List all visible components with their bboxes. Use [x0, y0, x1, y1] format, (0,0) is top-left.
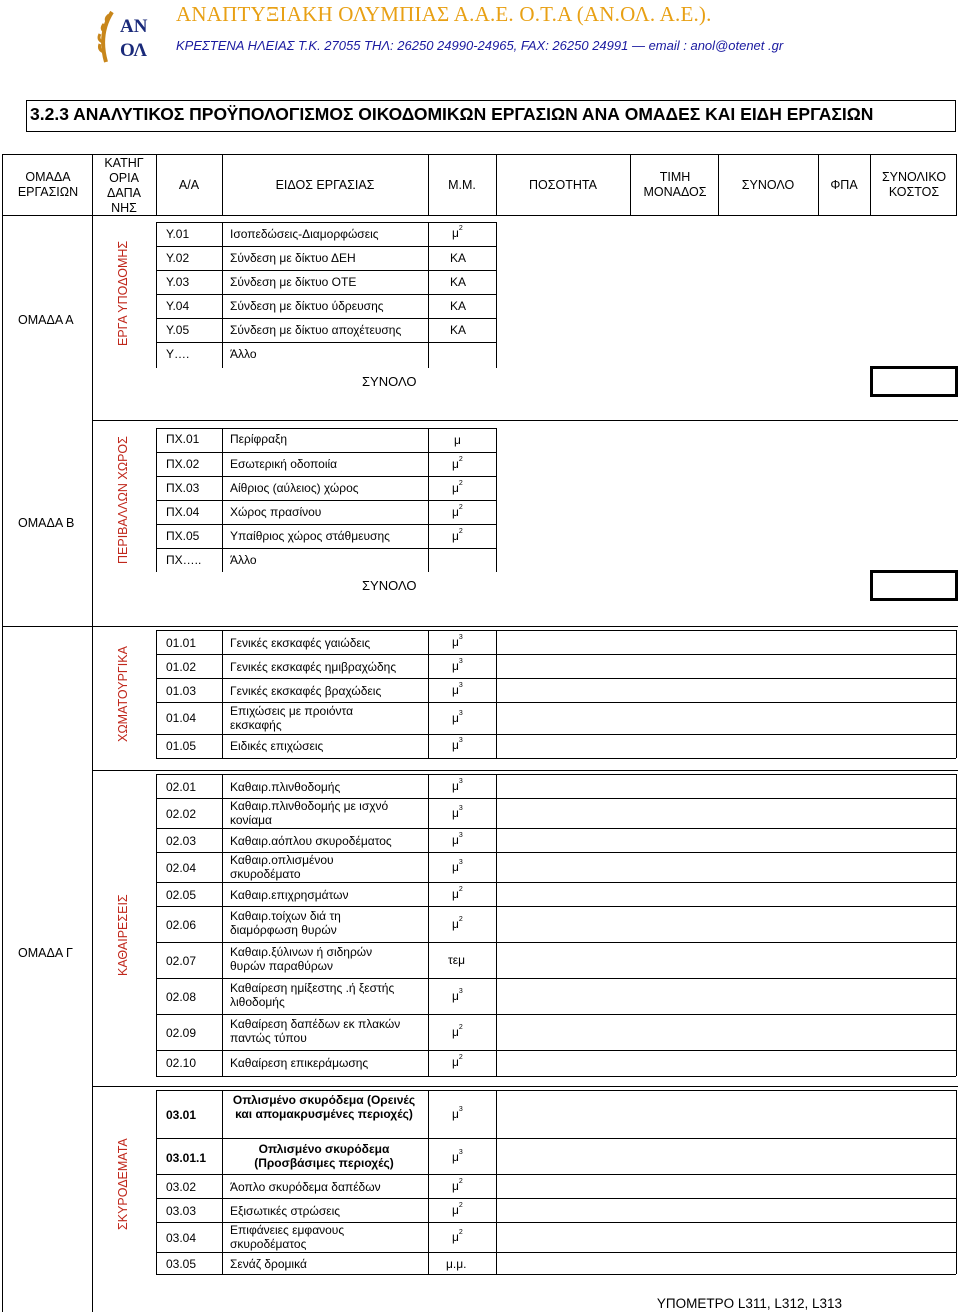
row-code: 03.05 [166, 1257, 197, 1271]
group-b-category: ΠΕΡΙΒΑΛΛΩΝ ΧΩΡΟΣ [116, 436, 130, 564]
row-unit: ΚΑ [450, 251, 467, 265]
row-unit: $\mu^3$ [452, 1149, 463, 1164]
earthworks-category: ΧΩΜΑΤΟΥΡΓΙΚΑ [116, 646, 130, 742]
row-description: Σύνδεση με δίκτυο ΔΕΗ [230, 251, 356, 265]
row-description: Αίθριος (αύλειος) χώρος [230, 481, 359, 495]
group-b-total-box [870, 570, 958, 601]
row-description: Καθαιρ.ξύλινων ή σιδηρών θυρών παραθύρων [230, 945, 373, 973]
row-description: Ισοπεδώσεις-Διαμορφώσεις [230, 227, 379, 241]
row-description: Άοπλο σκυρόδεμα δαπέδων [230, 1180, 381, 1194]
row-code: Υ.05 [166, 323, 190, 337]
row-code: 01.03 [166, 684, 197, 698]
row-unit: μ [454, 433, 461, 447]
row-unit: $\mu^2$ [452, 480, 463, 495]
row-unit: ΚΑ [450, 299, 467, 313]
row-description: Σενάζ δρομικά [230, 1257, 307, 1271]
col-header-group: ΟΜΑΔΑ ΕΡΓΑΣΙΩΝ [17, 170, 79, 199]
row-description: Καθαίρεση ημίξεστης .ή ξεστής λιθοδομής [230, 981, 395, 1009]
row-code: 01.04 [166, 711, 197, 725]
row-unit: $\mu^3$ [452, 988, 463, 1003]
row-code: 03.03 [166, 1204, 197, 1218]
row-description: Καθαιρ.πλινθοδομής με ισχνό κονίαμα [230, 799, 389, 827]
row-unit: $\mu^2$ [452, 528, 463, 543]
row-description: Επιφάνειες εμφανους σκυροδέματος [230, 1223, 345, 1251]
row-code: 02.04 [166, 861, 197, 875]
row-code: 02.06 [166, 918, 197, 932]
row-code: 01.01 [166, 636, 197, 650]
row-unit: $\mu^3$ [452, 658, 463, 673]
row-description: Καθαιρ.τοίχων διά τη διαμόρφωση θυρών [230, 909, 341, 937]
row-unit: $\mu^3$ [452, 859, 463, 874]
row-unit: $\mu^3$ [452, 710, 463, 725]
row-code: 02.08 [166, 990, 197, 1004]
row-description: Καθαιρ.επιχρησμάτων [230, 888, 349, 902]
company-logo [96, 4, 160, 66]
row-code: 02.05 [166, 888, 197, 902]
group-b-label: ΟΜΑΔΑ Β [18, 516, 75, 530]
row-unit: ΚΑ [450, 275, 467, 289]
row-unit: τεμ [448, 953, 466, 967]
row-description: Οπλισμένο σκυρόδεμα (Ορεινές και απομακρυσμένες περιοχές) [232, 1093, 416, 1121]
row-description: Καθαιρ.αόπλου σκυροδέματος [230, 834, 392, 848]
col-header-aa: Α/Α [178, 178, 200, 192]
row-description: Ειδικές επιχώσεις [230, 739, 324, 753]
group-a-label: ΟΜΑΔΑ Α [18, 313, 74, 327]
row-code: 02.02 [166, 807, 197, 821]
row-code: Υ…. [166, 347, 190, 361]
row-description: Γενικές εκσκαφές ημιβραχώδης [230, 660, 397, 674]
row-unit: $\mu^2$ [452, 916, 463, 931]
row-code: 03.04 [166, 1231, 197, 1245]
group-a-total-label: ΣΥΝΟΛΟ [362, 374, 417, 389]
row-description: Εξισωτικές στρώσεις [230, 1204, 341, 1218]
row-code: ΠΧ.02 [166, 457, 200, 471]
row-unit: $\mu^2$ [452, 225, 463, 240]
row-code: ΠΧ.05 [166, 529, 200, 543]
row-code: Υ.02 [166, 251, 190, 265]
row-code: 01.02 [166, 660, 197, 674]
row-code: 02.01 [166, 780, 197, 794]
col-header-grand-total: ΣΥΝΟΛΙΚΟ ΚΟΣΤΟΣ [881, 170, 947, 199]
row-code: ΠΧ….. [166, 553, 202, 567]
row-description: Γενικές εκσκαφές γαιώδεις [230, 636, 371, 650]
row-description: Καθαιρ.οπλισμένου σκυροδέματο [230, 853, 334, 881]
col-header-type: ΕΙΔΟΣ ΕΡΓΑΣΙΑΣ [275, 178, 375, 192]
row-description: Γενικές εκσκαφές βραχώδεις [230, 684, 382, 698]
row-description: Υπαίθριος χώρος στάθμευσης [230, 529, 390, 543]
col-header-total: ΣΥΝΟΛΟ [741, 178, 795, 192]
row-unit: $\mu^2$ [452, 1054, 463, 1069]
row-unit: $\mu^3$ [452, 682, 463, 697]
col-header-category: ΚΑΤΗΓ ΟΡΙΑ ΔΑΠΑ ΝΗΣ [104, 156, 144, 215]
svg-text:ΟΛ: ΟΛ [120, 40, 148, 61]
row-description: Άλλο [230, 553, 257, 567]
row-unit: ΚΑ [450, 323, 467, 337]
document-title: 3.2.3 ΑΝΑΛΥΤΙΚΟΣ ΠΡΟΫΠΟΛΟΓΙΣΜΟΣ ΟΙΚΟΔΟΜΙΚΩΝ ΕΡΓΑΣΙΩΝ ΑΝΑ ΟΜΑΔΕΣ ΚΑΙ ΕΙΔΗ ΕΡΓΑΣΙΩΝ [30, 104, 874, 124]
row-description: Σύνδεση με δίκτυο ύδρευσης [230, 299, 384, 313]
row-unit: $\mu^3$ [452, 737, 463, 752]
organization-contact: ΚΡΕΣΤΕΝΑ ΗΛΕΙΑΣ Τ.Κ. 27055 ΤΗΛ: 26250 24990-24965, FAX: 26250 24991 — email : anol@otenet .gr [176, 38, 784, 53]
row-code: Υ.03 [166, 275, 190, 289]
row-unit: $\mu^3$ [452, 1106, 463, 1121]
row-unit: $\mu^2$ [452, 1178, 463, 1193]
row-code: 02.10 [166, 1056, 197, 1070]
row-code: Υ.01 [166, 227, 190, 241]
row-description: Επιχώσεις με προιόντα εκσκαφής [230, 704, 354, 732]
row-code: ΠΧ.01 [166, 432, 200, 446]
row-description: Σύνδεση με δίκτυο αποχέτευσης [230, 323, 402, 337]
group-g-label: ΟΜΑΔΑ Γ [18, 946, 73, 960]
col-header-mm: Μ.Μ. [448, 178, 476, 192]
row-code: 02.07 [166, 954, 197, 968]
col-header-quantity: ΠΟΣΟΤΗΤΑ [529, 178, 597, 192]
group-b-total-label: ΣΥΝΟΛΟ [362, 578, 417, 593]
row-unit: $\mu^2$ [452, 456, 463, 471]
row-description: Χώρος πρασίνου [230, 505, 322, 519]
svg-text:ΑΝ: ΑΝ [120, 16, 148, 37]
row-unit: $\mu^2$ [452, 504, 463, 519]
footer-note: ΥΠΟΜΕΤΡΟ L311, L312, L313 [656, 1296, 842, 1311]
row-code: 02.09 [166, 1026, 197, 1040]
row-code: 02.03 [166, 834, 197, 848]
group-a-category: ΕΡΓΑ ΥΠΟΔΟΜΗΣ [116, 240, 130, 346]
row-unit: $\mu^2$ [452, 1229, 463, 1244]
row-code: Υ.04 [166, 299, 190, 313]
row-unit: $\mu^2$ [452, 886, 463, 901]
row-code: 03.01 [166, 1108, 197, 1122]
row-description: Άλλο [230, 347, 257, 361]
row-unit: $\mu^3$ [452, 832, 463, 847]
row-unit: μ.μ. [446, 1257, 467, 1271]
row-description: Περίφραξη [230, 432, 288, 446]
demolitions-category: ΚΑΘΑΙΡΕΣΕΙΣ [116, 894, 130, 976]
row-description: Καθαίρεση δαπέδων εκ πλακών παντώς τύπου [230, 1017, 401, 1045]
group-a-total-box [870, 366, 958, 397]
row-description: Καθαίρεση επικεράμωσης [230, 1056, 369, 1070]
row-unit: $\mu^2$ [452, 1202, 463, 1217]
row-unit: $\mu^3$ [452, 805, 463, 820]
row-code: 03.01.1 [166, 1151, 207, 1165]
concrete-category: ΣΚΥΡΟΔΕΜΑΤΑ [116, 1138, 130, 1230]
row-unit: $\mu^2$ [452, 1024, 463, 1039]
row-code: ΠΧ.04 [166, 505, 200, 519]
col-header-unit-price: ΤΙΜΗ ΜΟΝΑΔΟΣ [643, 170, 707, 199]
row-description: Σύνδεση με δίκτυο ΟΤΕ [230, 275, 357, 289]
row-unit: $\mu^3$ [452, 778, 463, 793]
organization-title: ΑΝΑΠΤΥΞΙΑΚΗ ΟΛΥΜΠΙΑΣ Α.Α.Ε. Ο.Τ.Α (ΑΝ.ΟΛ. Α.Ε.). [176, 2, 712, 26]
col-header-vat: ΦΠΑ [830, 178, 858, 192]
row-code: ΠΧ.03 [166, 481, 200, 495]
row-description: Εσωτερική οδοποιία [230, 457, 338, 471]
row-unit: $\mu^3$ [452, 634, 463, 649]
row-code: 03.02 [166, 1180, 197, 1194]
row-description: Οπλισμένο σκυρόδεμα (Προσβάσιμες περιοχές) [254, 1142, 394, 1170]
row-code: 01.05 [166, 739, 197, 753]
row-description: Καθαιρ.πλινθοδομής [230, 780, 341, 794]
